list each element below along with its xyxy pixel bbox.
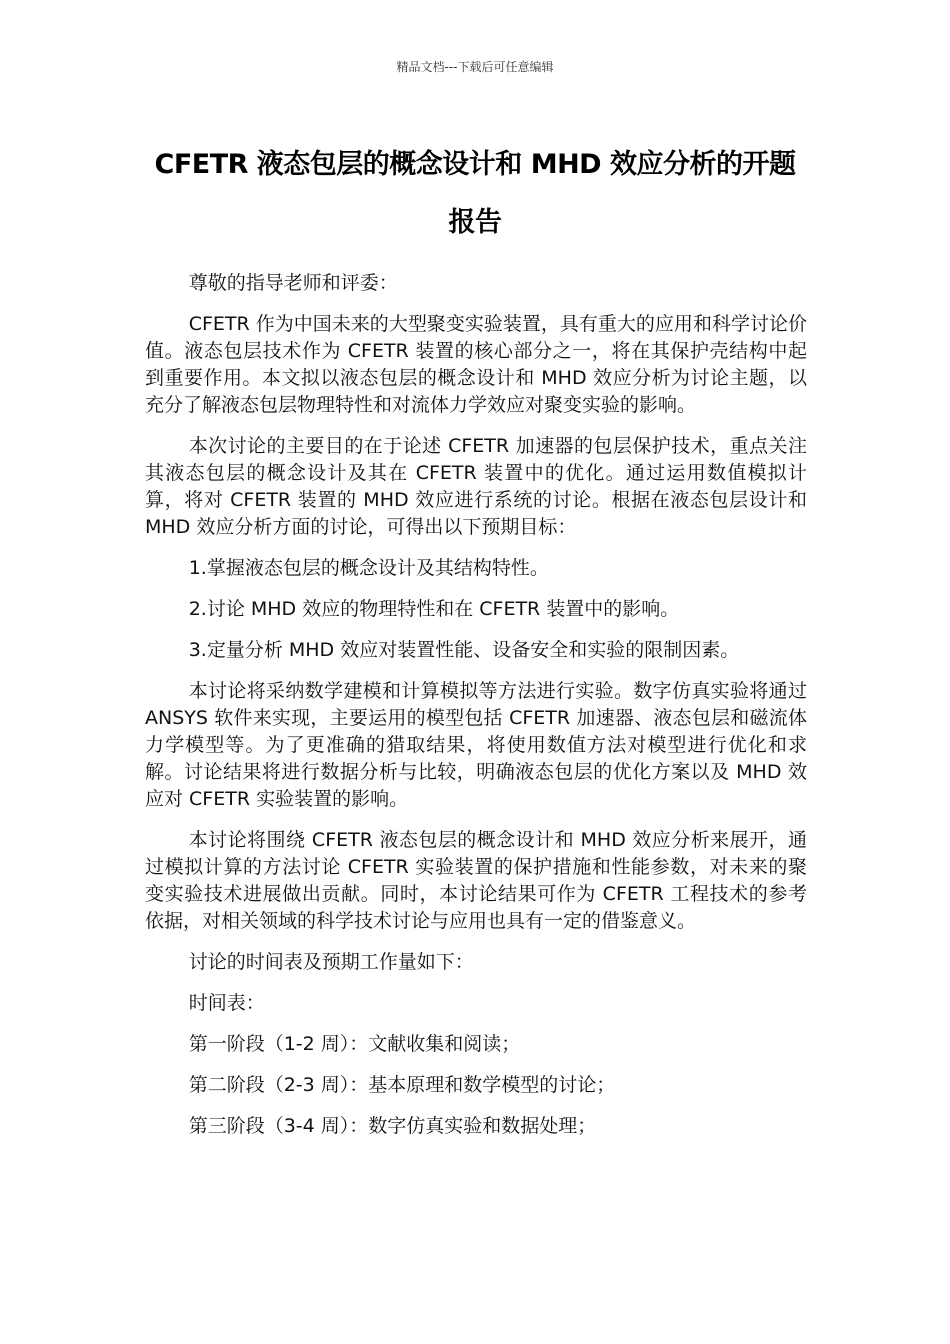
schedule-intro: 讨论的时间表及预期工作量如下： [188,951,474,973]
goal-item: 3.定量分析 MHD 效应对装置性能、设备安全和实验的限制因素。 [188,639,740,661]
schedule-item: 第三阶段（3-4 周）：数字仿真实验和数据处理； [188,1115,597,1137]
goal-item: 1.掌握液态包层的概念设计及其结构特性。 [188,557,549,579]
salutation: 尊敬的指导老师和评委： [188,272,398,294]
paragraph-purpose: 本次讨论的主要目的在于论述 CFETR 加速器的包层保护技术，重点关注其液态包层的概念设计及其在 CFETR 装置中的优化。通过运用数值模拟计算，将对 CFETR 装置的 MHD 效应进行系统的讨论。根据在液态包层设计和 MHD 效应分析方面的讨论，可得出以下预期目标： [145,435,807,538]
paragraph-intro: CFETR 作为中国未来的大型聚变实验装置，具有重大的应用和科学讨论价值。液态包层技术作为 CFETR 装置的核心部分之一，将在其保护壳结构中起到重要作用。本文拟以液态包层的概念设计和 MHD 效应分析为讨论主题，以充分了解液态包层物理特性和对流体力学效应对聚变实验的影响。 [145,313,807,416]
page-header: 精品文档---下载后可任意编辑 [396,60,554,74]
schedule-item: 第二阶段（2-3 周）：基本原理和数学模型的讨论； [188,1074,616,1096]
paragraph-significance: 本讨论将围绕 CFETR 液态包层的概念设计和 MHD 效应分析来展开，通过模拟计算的方法讨论 CFETR 实验装置的保护措施和性能参数，对未来的聚变实验技术进展做出贡献。同时，本讨论结果可作为 CFETR 工程技术的参考依据，对相关领域的科学技术讨论与应用也具有一定的借鉴意义。 [145,829,807,932]
goal-item: 2.讨论 MHD 效应的物理特性和在 CFETR 装置中的影响。 [188,598,680,620]
schedule-label: 时间表： [188,992,265,1014]
paragraph-method: 本讨论将采纳数学建模和计算模拟等方法进行实验。数字仿真实验将通过 ANSYS 软件来实现，主要运用的模型包括 CFETR 加速器、液态包层和磁流体力学模型等。为了更准确的猎取结果，将使用数值方法对模型进行优化和求解。讨论结果将进行数据分析与比较，明确液态包层的优化方案以及 MHD 效应对 CFETR 实验装置的影响。 [145,680,807,810]
document-title: CFETR 液态包层的概念设计和 MHD 效应分析的开题报告 [154,149,796,238]
document-body [145,270,807,1154]
schedule-item: 第一阶段（1-2 周）：文献收集和阅读； [188,1033,521,1055]
